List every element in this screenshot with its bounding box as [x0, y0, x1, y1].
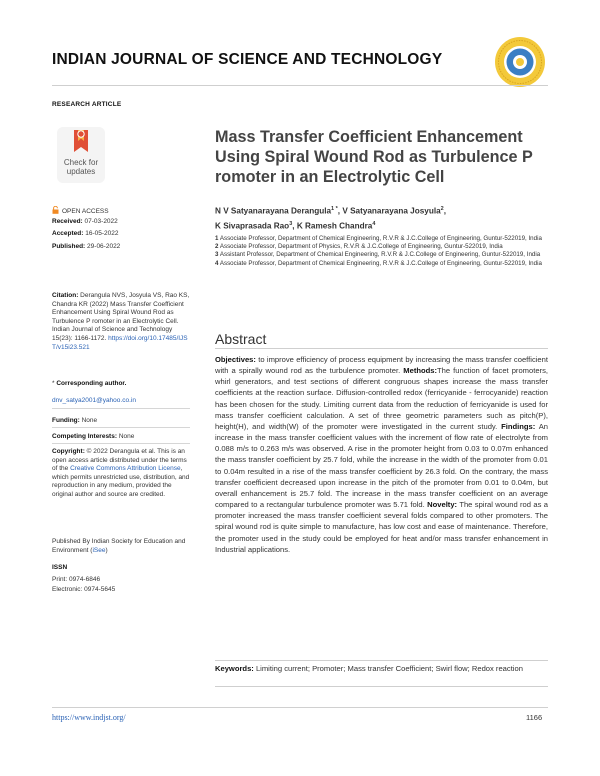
affiliation-item: 4 Associate Professor, Department of Chemical Engineering, R.V.R & J.C.College of Engineering, Guntur-522019, India — [215, 259, 542, 267]
affiliation-item: 3 Assistant Professor, Department of Chemical Engineering, R.V.R & J.C.College of Engineering, Guntur-522019, India — [215, 251, 541, 259]
keywords-line: Keywords: Limiting current; Promoter; Mass transfer Coefficient; Swirl flow; Redox reaction — [215, 664, 523, 673]
header-divider — [52, 85, 548, 86]
abstract-divider — [215, 348, 548, 349]
sidebar-divider — [52, 427, 190, 428]
journal-url-link[interactable]: https://www.indjst.org/ — [52, 713, 126, 722]
author-name: K Ramesh Chandra — [296, 221, 373, 231]
page-number: 1166 — [526, 713, 543, 722]
corresponding-author: * Corresponding author. — [52, 380, 127, 387]
keywords-divider-bottom — [215, 686, 548, 687]
issn-label: ISSN — [52, 564, 68, 571]
affiliation-item: 2 Associate Professor, Department of Physics, R.V.R & J.C.College of Engineering, Guntur-522019, India — [215, 243, 503, 251]
author-name: V Satyanarayana Josyula — [342, 206, 441, 216]
published-date: Published: 29-06-2022 — [52, 243, 121, 250]
author-name: N V Satyanarayana Derangula — [215, 206, 332, 216]
funding-line: Funding: None — [52, 417, 98, 424]
affiliation-item: 1 Associate Professor, Department of Chemical Engineering, R.V.R & J.C.College of Engineering, Guntur-522019, India — [215, 235, 542, 242]
keywords-divider-top — [215, 660, 548, 661]
footer-divider — [52, 707, 548, 708]
sidebar-divider — [52, 443, 190, 444]
journal-seal-logo — [494, 36, 546, 88]
publisher-line: Published By Indian Society for Education and Environment (iSee) — [52, 538, 186, 554]
check-for-updates-label: Check for updates — [63, 158, 99, 176]
journal-title: INDIAN JOURNAL OF SCIENCE AND TECHNOLOGY — [52, 51, 443, 68]
accepted-date: Accepted: 16-05-2022 — [52, 230, 119, 237]
sidebar-divider — [52, 408, 190, 409]
open-access-line — [52, 206, 190, 217]
issn-print: Print: 0974-6846 — [52, 576, 101, 583]
copyright-block: Copyright: © 2022 Derangula et al. This is an open access article distributed under the terms of the Creative Commons Attribution License, which permits unrestricted use, distribution, and reproduction in any medium, provided the original author and source are credited. — [52, 448, 190, 498]
received-date: Received: 07-03-2022 — [52, 218, 118, 225]
citation-block: Citation: Derangula NVS, Josyula VS, Rao KS, Chandra KR (2022) Mass Transfer Coefficient Enhancement Using Spiral Wound Rod as Turbulence P romoter in an Electrolytic Cell. Indian Journal of Science and Technology 15(23): 1166-1172. https://doi.org/10.17485/IJST/v15i23.521 — [52, 292, 190, 351]
bookmark-ribbon-icon — [57, 127, 105, 157]
affiliations-list — [215, 235, 550, 268]
author-email[interactable]: dnv_satya2001@yahoo.co.in — [52, 397, 136, 404]
open-lock-icon — [52, 206, 59, 214]
article-title: Mass Transfer Coefficient Enhancement Using Spiral Wound Rod as Turbulence P romoter in an Electrolytic Cell — [215, 128, 533, 186]
article-type: RESEARCH ARTICLE — [52, 101, 122, 108]
issn-electronic: Electronic: 0974-5645 — [52, 586, 116, 593]
open-access-label: OPEN ACCESS — [62, 208, 109, 215]
author-list: N V Satyanarayana Derangula$^{1 *}$, V Satyanarayana Josyula$^2$, K Sivaprasada Rao$^3$, K Ramesh Chandra$^4$ — [215, 206, 446, 231]
isee-link[interactable]: iSee — [92, 546, 106, 554]
abstract-body: Objectives: to improve efficiency of process equipment by increasing the mass transfer coefficient with a spirally wound rod as the turbulence promoter. Methods:The function of facet promoters, whirl generators, and test sections of different congruous shapes increase the mass transfer coefficients at the reaction surface. Diffusion-controlled redox (ferricyanide - ferrocyanide) reaction has been chosen for the study. Limiting current data from the reduction of ferricyanide is used for mass transfer coefficient calculation. A set of three geometric parameters such as pitch(P), height(H), and width(W) of the promoter were investigated in the current study. Findings: An increase in the mass transfer coefficient values with the increment of flow rate of electrolyte from 0.088 m/s to 0.263 m/s was observed. A rise in the promoter height from 0.03 to 0.07m enhanced the mass transfer coefficient by 25.7 fold, while the increase in the width of the promoter from 0.01 to 0.04m resulted in a rise of the mass transfer coefficient by 26.3 fold. On the contrary, the mass transfer coefficient decreased upon increase in the pitch of the promoter from 0.01 to 0.04m, but overall enhancement is 25.7 fold. The increase in the mass transfer coefficient on an average compared to a rectangular turbulence promoter was 5.71 fold. Novelty: The spiral wound rod as a promoter increased the mass transfer coefficient several folds compared to other promoters. The spiral wound rod is quite simple to manufacture, has low cost and ease of maintenance. Therefore, the promoter used in the study could be employed for heat and/or mass transfer enhancement in Industrial applications. — [215, 355, 548, 554]
author-name: K Sivaprasada Rao — [215, 221, 290, 231]
competing-interests-line: Competing Interests: None — [52, 433, 135, 440]
doi-link[interactable]: https://doi.org/10.17485/IJST/v15i23.521 — [52, 334, 188, 351]
abstract-heading: Abstract — [215, 331, 267, 347]
license-link[interactable]: Creative Commons Attribution License — [70, 465, 181, 473]
